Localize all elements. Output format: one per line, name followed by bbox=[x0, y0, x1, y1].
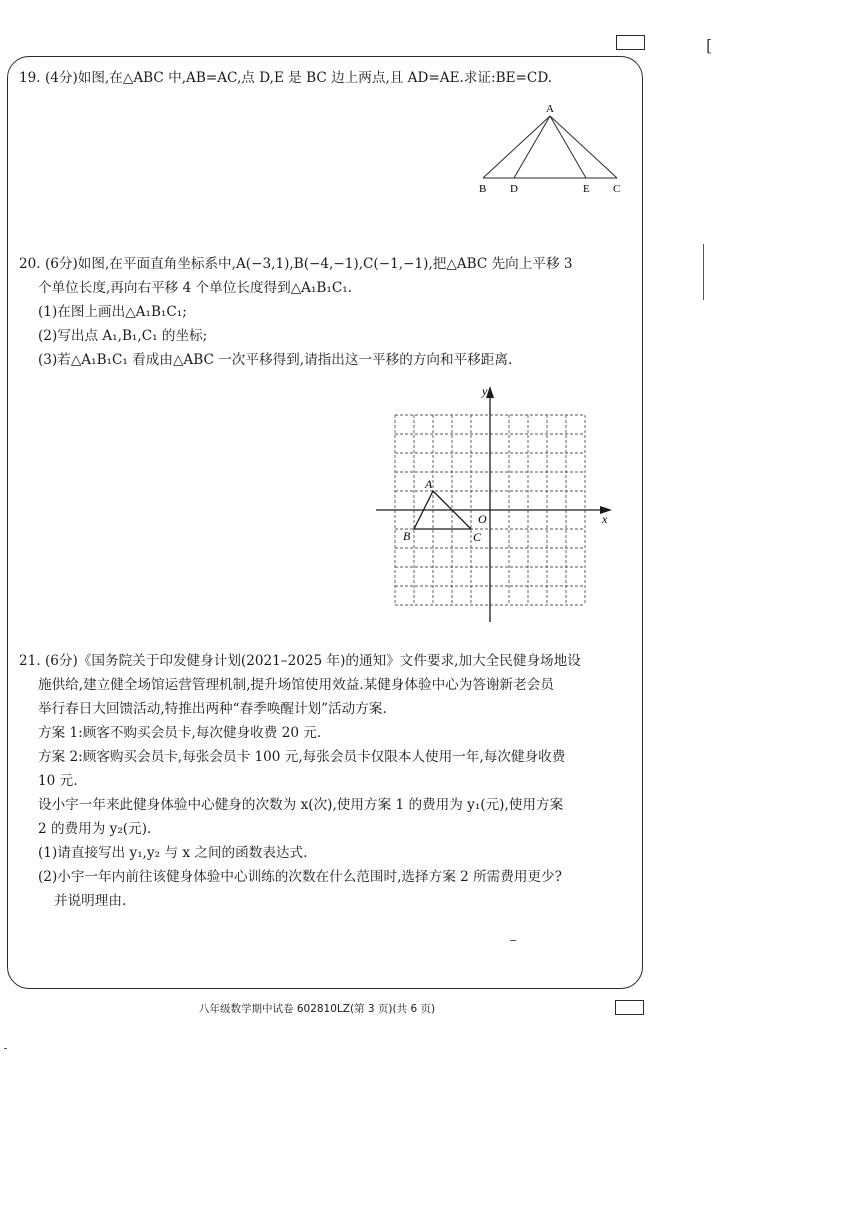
page-footer: 八年级数学期中试卷 602810LZ(第 3 页)(共 6 页) bbox=[199, 1003, 436, 1015]
point-label-B: B bbox=[403, 529, 411, 543]
q21-plan-1: 方案 1:顾客不购买会员卡,每次健身收费 20 元. bbox=[38, 725, 322, 741]
q19-text: 19. (4分)如图,在△ABC 中,AB=AC,点 D,E 是 BC 边上两点,且 AD=AE.求证:BE=CD. bbox=[19, 70, 553, 86]
q19-triangle-figure bbox=[470, 100, 630, 200]
label-B: B bbox=[479, 183, 487, 195]
segment-AE bbox=[550, 116, 586, 178]
q21-setup-1: 设小宇一年来此健身体验中心健身的次数为 x(次),使用方案 1 的费用为 y₁(元),使用方案 bbox=[38, 797, 564, 813]
score-box-bottom bbox=[615, 1000, 644, 1015]
label-E: E bbox=[583, 183, 590, 195]
q21-setup-2: 2 的费用为 y₂(元). bbox=[38, 821, 152, 837]
score-box-top bbox=[616, 35, 645, 50]
q20-sub-3: (3)若△A₁B₁C₁ 看成由△ABC 一次平移得到,请指出这一平移的方向和平移距离. bbox=[38, 352, 513, 368]
q21-line-3: 举行春日大回馈活动,特推出两种“春季唤醒计划”活动方案. bbox=[38, 701, 387, 717]
point-label-A: A bbox=[425, 477, 433, 491]
segment-AB bbox=[483, 116, 550, 178]
q21-plan-2b: 10 元. bbox=[38, 773, 78, 789]
margin-bracket: [ bbox=[706, 36, 713, 55]
scan-speck bbox=[510, 940, 516, 941]
q20-line-2: 个单位长度,再向右平移 4 个单位长度得到△A₁B₁C₁. bbox=[38, 280, 353, 296]
point-label-C: C bbox=[473, 530, 482, 544]
q20-sub-1: (1)在图上画出△A₁B₁C₁; bbox=[38, 304, 187, 320]
axis-label-y: y bbox=[482, 384, 488, 398]
label-D: D bbox=[510, 183, 518, 195]
label-A: A bbox=[546, 103, 554, 115]
q21-plan-2a: 方案 2:顾客购买会员卡,每张会员卡 100 元,每张会员卡仅限本人使用一年,每次健身收费 bbox=[38, 749, 566, 765]
q20-sub-2: (2)写出点 A₁,B₁,C₁ 的坐标; bbox=[38, 328, 208, 344]
margin-line bbox=[703, 244, 704, 300]
q21-line-2: 施供给,建立健全场馆运营管理机制,提升场馆使用效益.某健身体验中心为答谢新老会员 bbox=[38, 677, 554, 693]
axis-label-x: x bbox=[602, 512, 608, 526]
q20-line-1: 20. (6分)如图,在平面直角坐标系中,A(−3,1),B(−4,−1),C(−1,−1),把△ABC 先向上平移 3 bbox=[19, 256, 573, 272]
q21-line-1: 21. (6分)《国务院关于印发健身计划(2021–2025 年)的通知》文件要求,加大全民健身场地设 bbox=[19, 653, 581, 669]
q21-sub-1: (1)请直接写出 y₁,y₂ 与 x 之间的函数表达式. bbox=[38, 845, 308, 861]
label-C: C bbox=[613, 183, 621, 195]
q21-sub-2a: (2)小宇一年内前往该健身体验中心训练的次数在什么范围时,选择方案 2 所需费用更少? bbox=[38, 869, 562, 885]
segment-AC bbox=[550, 116, 617, 178]
origin-label: O bbox=[478, 512, 487, 526]
q20-coordinate-grid bbox=[370, 380, 620, 630]
scan-speck bbox=[4, 1048, 7, 1049]
segment-AD bbox=[514, 116, 550, 178]
q21-sub-2b: 并说明理由. bbox=[54, 893, 127, 909]
